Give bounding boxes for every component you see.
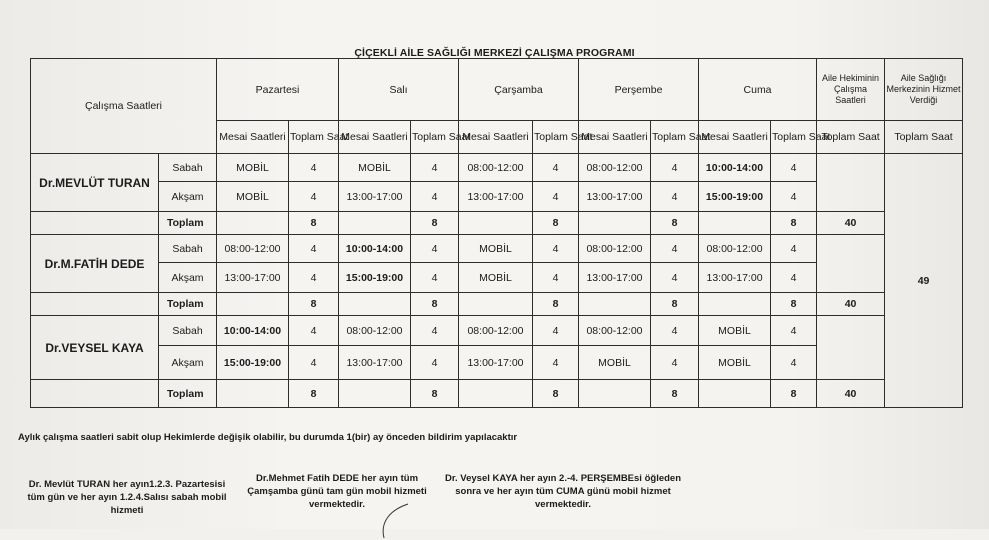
saat-cell: 4	[411, 182, 459, 212]
table-row-toplam	[31, 380, 963, 408]
mesai-cell: MOBİL	[459, 235, 533, 263]
mesai-cell: 13:00-17:00	[579, 263, 651, 293]
header-toplam-saat: Toplam Saat	[289, 121, 339, 154]
toplam-cell: 8	[289, 212, 339, 235]
footnote: Aylık çalışma saatleri sabit olup Hekimlerde değişik olabilir, bu durumda 1(bir) ay önceden bildirim yapılacaktır	[18, 432, 518, 443]
mesai-cell: 13:00-17:00	[339, 182, 411, 212]
table-row	[31, 316, 963, 346]
toplam-empty	[579, 380, 651, 408]
toplam-cell: 8	[651, 212, 699, 235]
mesai-cell: 10:00-14:00	[217, 316, 289, 346]
header-mesai: Mesai Saatleri	[699, 121, 771, 154]
toplam-empty	[459, 212, 533, 235]
saat-cell: 4	[771, 154, 817, 182]
table-row	[31, 235, 963, 263]
table-row	[31, 154, 963, 182]
saat-cell: 4	[771, 235, 817, 263]
header-mesai: Mesai Saatleri	[339, 121, 411, 154]
row-label-aksam: Akşam	[159, 263, 217, 293]
mesai-cell: MOBİL	[339, 154, 411, 182]
saat-cell: 4	[651, 182, 699, 212]
mesai-cell: 13:00-17:00	[459, 182, 533, 212]
header-toplam-saat: Toplam Saat	[771, 121, 817, 154]
saat-cell: 4	[771, 263, 817, 293]
toplam-empty	[339, 380, 411, 408]
mesai-cell: 15:00-19:00	[339, 263, 411, 293]
toplam-cell: 8	[533, 293, 579, 316]
row-label-aksam: Akşam	[159, 346, 217, 380]
toplam-cell: 8	[289, 293, 339, 316]
header-day: Salı	[339, 59, 459, 121]
bottom-note-veysel: Dr. Veysel KAYA her ayın 2.-4. PERŞEMBEsi öğleden sonra ve her ayın tüm CUMA günü mobil hizmet vermektedir.	[444, 473, 681, 510]
toplam-empty	[459, 293, 533, 316]
header-day: Pazartesi	[217, 59, 339, 121]
hekim-total-empty	[817, 316, 885, 380]
header-row-days	[31, 59, 963, 121]
bottom-note-fatih: Dr.Mehmet Fatih DEDE her ayın tüm Çamşamba günü tam gün mobil hizmeti vermektedir.	[247, 473, 427, 510]
header-toplam-saat: Toplam Saat	[411, 121, 459, 154]
mesai-cell: 08:00-12:00	[579, 235, 651, 263]
saat-cell: 4	[651, 154, 699, 182]
hekim-total: 40	[817, 212, 885, 235]
table-row-toplam	[31, 293, 963, 316]
row-label-aksam: Akşam	[159, 182, 217, 212]
hekim-total-empty	[817, 154, 885, 212]
hekim-total-empty	[817, 235, 885, 293]
saat-cell: 4	[533, 316, 579, 346]
saat-cell: 4	[651, 316, 699, 346]
header-day: Perşembe	[579, 59, 699, 121]
header-toplam-saat: Toplam Saat	[533, 121, 579, 154]
saat-cell: 4	[289, 346, 339, 380]
header-toplam-saat: Toplam Saat	[651, 121, 699, 154]
toplam-cell: 8	[411, 380, 459, 408]
header-calisma-saatleri: Çalışma Saatleri	[31, 59, 217, 154]
toplam-cell: 8	[771, 212, 817, 235]
mesai-cell: 08:00-12:00	[579, 316, 651, 346]
saat-cell: 4	[411, 235, 459, 263]
toplam-cell: 8	[771, 293, 817, 316]
toplam-empty	[699, 380, 771, 408]
header-hekim-toplam: Toplam Saat	[817, 121, 885, 154]
header-day: Çarşamba	[459, 59, 579, 121]
saat-cell: 4	[771, 346, 817, 380]
toplam-empty	[579, 212, 651, 235]
saat-cell: 4	[771, 182, 817, 212]
row-label-sabah: Sabah	[159, 316, 217, 346]
saat-cell: 4	[411, 346, 459, 380]
mesai-cell: 13:00-17:00	[579, 182, 651, 212]
toplam-empty	[217, 293, 289, 316]
row-label-sabah: Sabah	[159, 154, 217, 182]
saat-cell: 4	[289, 154, 339, 182]
toplam-empty	[217, 380, 289, 408]
mesai-cell: 15:00-19:00	[699, 182, 771, 212]
mesai-cell: 08:00-12:00	[699, 235, 771, 263]
toplam-empty	[459, 380, 533, 408]
mesai-cell: 08:00-12:00	[459, 154, 533, 182]
saat-cell: 4	[289, 263, 339, 293]
doctor-name: Dr.MEVLÜT TURAN	[31, 154, 159, 212]
page-title: ÇİÇEKLİ AİLE SAĞLIĞI MERKEZİ ÇALIŞMA PROGRAMI	[354, 47, 635, 59]
mesai-cell: 13:00-17:00	[339, 346, 411, 380]
toplam-cell: 8	[289, 380, 339, 408]
saat-cell: 4	[289, 182, 339, 212]
toplam-cell: 8	[411, 293, 459, 316]
toplam-cell: 8	[533, 380, 579, 408]
toplam-cell: 8	[411, 212, 459, 235]
toplam-spacer	[31, 212, 159, 235]
bottom-note-mevlut: Dr. Mevlüt TURAN her ayın1.2.3. Pazartesisi tüm gün ve her ayın 1.2.4.Salısı sabah mobil hizmeti	[27, 479, 227, 516]
toplam-spacer	[31, 293, 159, 316]
saat-cell: 4	[289, 316, 339, 346]
mesai-cell: 08:00-12:00	[339, 316, 411, 346]
table-row-toplam	[31, 212, 963, 235]
toplam-spacer	[31, 380, 159, 408]
toplam-cell: 8	[651, 380, 699, 408]
merkez-total: 49	[885, 154, 963, 408]
header-merkez-toplam: Toplam Saat	[885, 121, 963, 154]
toplam-cell: 8	[651, 293, 699, 316]
schedule-table	[30, 58, 963, 408]
signature-mark	[368, 500, 428, 540]
saat-cell: 4	[533, 346, 579, 380]
saat-cell: 4	[533, 235, 579, 263]
saat-cell: 4	[411, 154, 459, 182]
toplam-cell: 8	[533, 212, 579, 235]
mesai-cell: MOBİL	[579, 346, 651, 380]
toplam-empty	[699, 293, 771, 316]
mesai-cell: MOBİL	[459, 263, 533, 293]
header-merkez-hizmet: Aile Sağlığı Merkezinin Hizmet Verdiği	[885, 59, 963, 121]
header-mesai: Mesai Saatleri	[579, 121, 651, 154]
doctor-name: Dr.VEYSEL KAYA	[31, 316, 159, 380]
mesai-cell: 08:00-12:00	[459, 316, 533, 346]
mesai-cell: 08:00-12:00	[579, 154, 651, 182]
toplam-empty	[579, 293, 651, 316]
toplam-empty	[339, 212, 411, 235]
toplam-empty	[217, 212, 289, 235]
mesai-cell: MOBİL	[217, 182, 289, 212]
saat-cell: 4	[651, 235, 699, 263]
row-label-toplam: Toplam	[159, 293, 217, 316]
saat-cell: 4	[533, 182, 579, 212]
toplam-empty	[339, 293, 411, 316]
toplam-empty	[699, 212, 771, 235]
saat-cell: 4	[533, 154, 579, 182]
header-mesai: Mesai Saatleri	[217, 121, 289, 154]
doctor-name: Dr.M.FATİH DEDE	[31, 235, 159, 293]
mesai-cell: 13:00-17:00	[699, 263, 771, 293]
mesai-cell: MOBİL	[217, 154, 289, 182]
mesai-cell: 13:00-17:00	[459, 346, 533, 380]
saat-cell: 4	[411, 263, 459, 293]
header-day: Cuma	[699, 59, 817, 121]
mesai-cell: MOBİL	[699, 346, 771, 380]
saat-cell: 4	[533, 263, 579, 293]
row-label-toplam: Toplam	[159, 380, 217, 408]
row-label-sabah: Sabah	[159, 235, 217, 263]
saat-cell: 4	[289, 235, 339, 263]
saat-cell: 4	[651, 346, 699, 380]
mesai-cell: 13:00-17:00	[217, 263, 289, 293]
mesai-cell: MOBİL	[699, 316, 771, 346]
toplam-cell: 8	[771, 380, 817, 408]
mesai-cell: 15:00-19:00	[217, 346, 289, 380]
mesai-cell: 08:00-12:00	[217, 235, 289, 263]
saat-cell: 4	[411, 316, 459, 346]
mesai-cell: 10:00-14:00	[339, 235, 411, 263]
row-label-toplam: Toplam	[159, 212, 217, 235]
mesai-cell: 10:00-14:00	[699, 154, 771, 182]
header-mesai: Mesai Saatleri	[459, 121, 533, 154]
saat-cell: 4	[651, 263, 699, 293]
saat-cell: 4	[771, 316, 817, 346]
hekim-total: 40	[817, 380, 885, 408]
header-hekim-calisma: Aile Hekiminin Çalışma Saatleri	[817, 59, 885, 121]
hekim-total: 40	[817, 293, 885, 316]
